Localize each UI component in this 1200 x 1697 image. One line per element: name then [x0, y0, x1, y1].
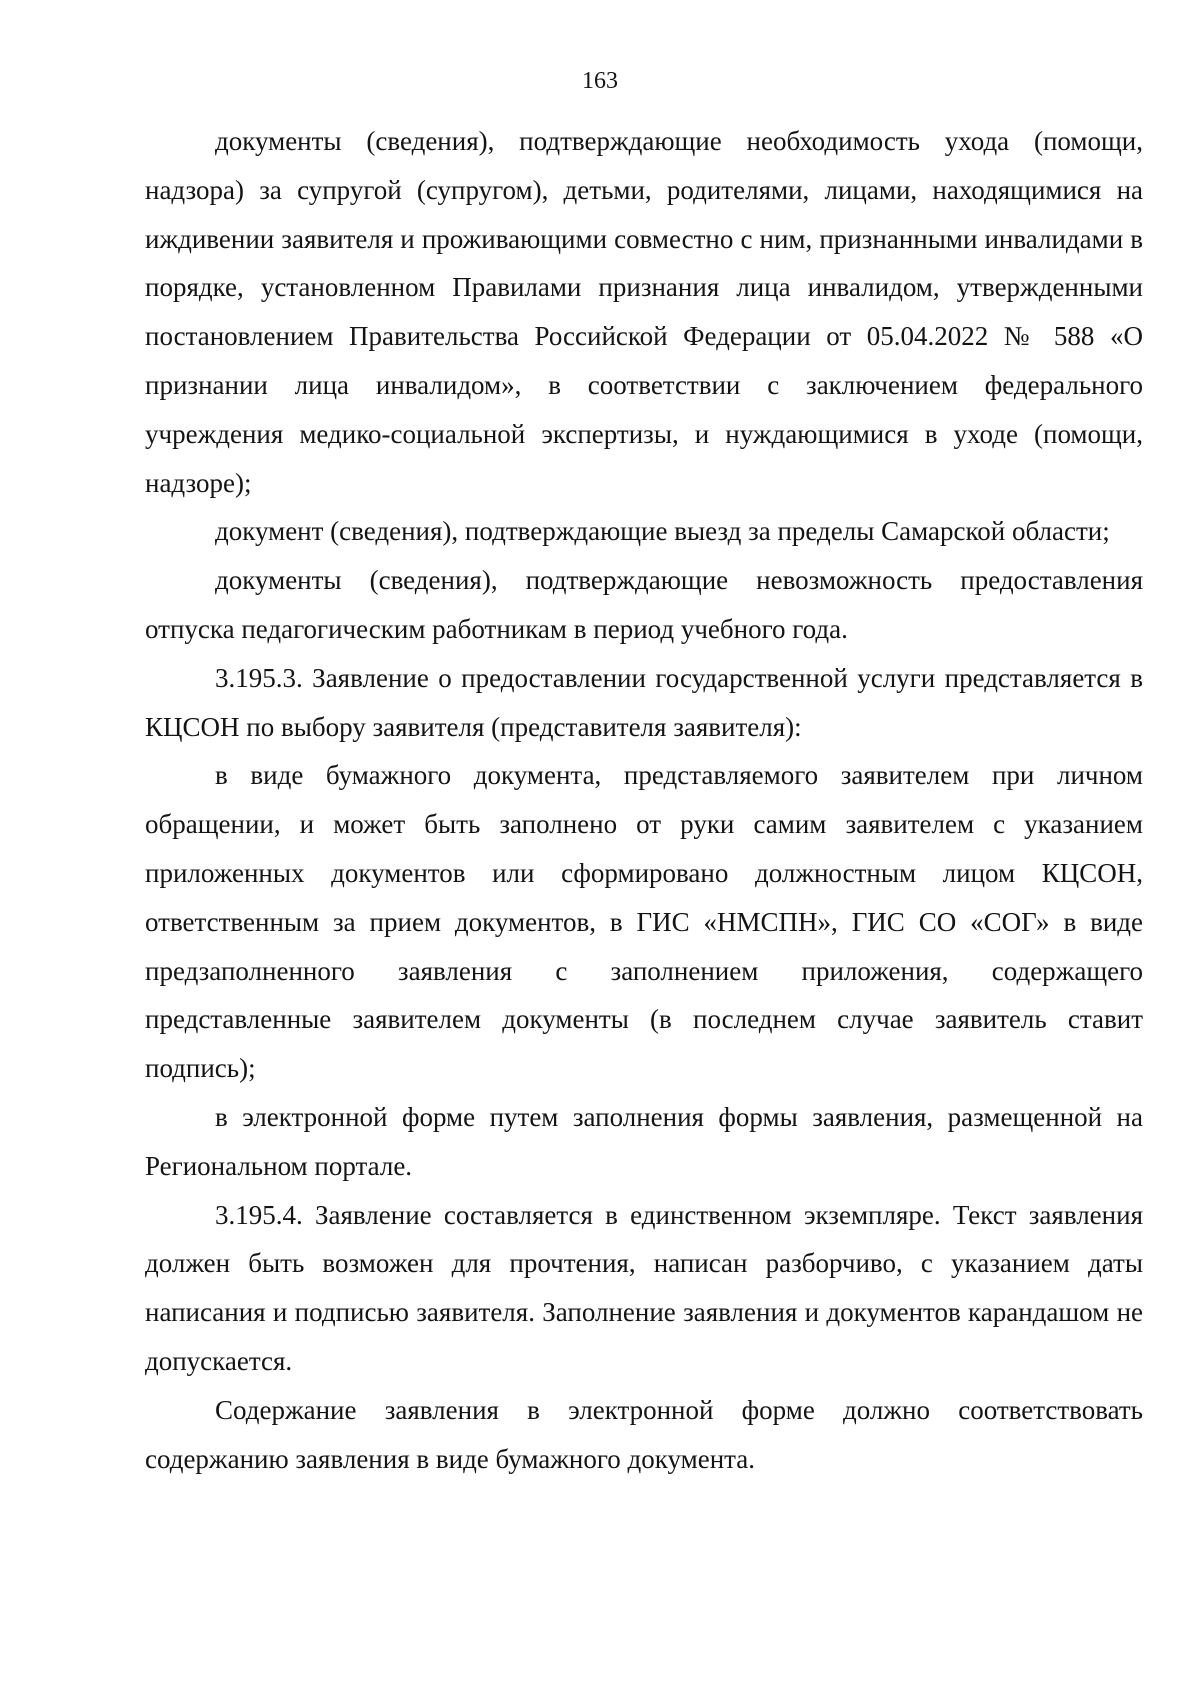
paragraph-section-3-195-3: 3.195.3. Заявление о предоставлении государственной услуги представляется в КЦСОН по выбору заявителя (представителя заявителя): [145, 662, 1143, 742]
paragraph-departure-documents: документ (сведения), подтверждающие выезд за пределы Самарской области; [215, 516, 1110, 547]
paragraph-electronic-content-match: Содержание заявления в электронной форме должно соответствовать содержанию заявления в виде бумажного документа. [145, 1394, 1143, 1474]
document-body [145, 117, 1143, 1483]
paragraph-required-care-documents: документы (сведения), подтверждающие необходимость ухода (помощи, надзора) за супругой (супругом), детьми, родителями, лицами, находящимися на иждивении заявителя и проживающими совместно с ним, признанными инвалидами в порядке, установленном Правилами признания лица инвалидом, утвержденными постановлением Правительства Российской Федерации от 05.04.2022 № 588 «О признании лица инвалидом», в соответствии с заключением федерального учреждения медико-социальной экспертизы, и нуждающимися в уходе (помощи, надзоре); [145, 126, 1143, 498]
paragraph-vacation-impossibility-documents: документы (сведения), подтверждающие невозможность предоставления отпуска педагогическим работникам в период учебного года. [145, 565, 1143, 644]
page-number: 163 [582, 68, 618, 94]
paragraph-section-3-195-4: 3.195.4. Заявление составляется в единственном экземпляре. Текст заявления должен быть возможен для прочтения, написан разборчиво, с указанием даты написания и подписью заявителя. Заполнение заявления и документов карандашом не допускается. [145, 1199, 1143, 1376]
paragraph-paper-application: в виде бумажного документа, представляемого заявителем при личном обращении, и может быть заполнено от руки самим заявителем с указанием приложенных документов или сформировано должностным лицом КЦСОН, ответственным за прием документов, в ГИС «НМСПН», ГИС СО «СОГ» в виде предзаполненного заявления с заполнением приложения, содержащего представленные заявителем документы (в последнем случае заявитель ставит подпись); [145, 760, 1143, 1084]
paragraph-electronic-application: в электронной форме путем заполнения формы заявления, размещенной на Региональном портале. [145, 1101, 1143, 1181]
